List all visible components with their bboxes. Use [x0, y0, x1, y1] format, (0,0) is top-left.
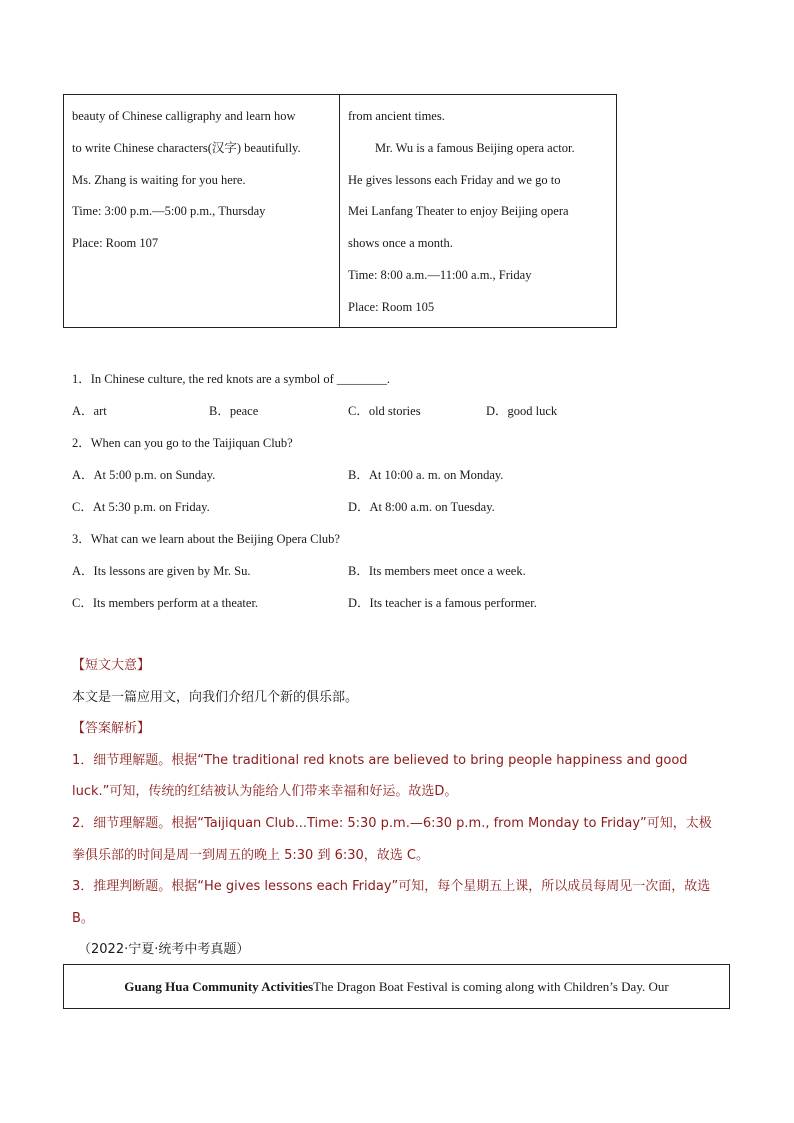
- option-a: A．At 5:00 p.m. on Sunday.: [72, 468, 216, 482]
- club-info-table: [63, 94, 617, 328]
- passage-text: The Dragon Boat Festival is coming along with Children’s Day. Our: [313, 978, 669, 994]
- analysis-heading: 【答案解析】: [72, 721, 151, 737]
- question-stem: 3．What can we learn about the Beijing Opera Club?: [72, 532, 340, 546]
- option-a: A．art: [72, 404, 107, 418]
- option-b: B．peace: [209, 404, 259, 418]
- answer-explanation: 2．细节理解题。根据“Taijiquan Club...Time: 5:30 p.m.—6:30 p.m., from Monday to Friday”可知，太极拳俱乐部的时间是周一到周五的晚上 5:30 到 6:30，故选 C。: [72, 815, 712, 863]
- table-line: He gives lessons each Friday and we go to: [348, 172, 561, 187]
- option-d: D．Its teacher is a famous performer.: [348, 596, 537, 610]
- question-source: （2022·宁夏·统考中考真题）: [78, 942, 250, 957]
- summary-text: 本文是一篇应用文，向我们介绍几个新的俱乐部。: [72, 689, 359, 705]
- table-line: Mr. Wu is a famous Beijing opera actor.: [375, 140, 575, 155]
- table-line: from ancient times.: [348, 109, 445, 123]
- table-line: Place: Room 105: [348, 299, 435, 314]
- table-line: beauty of Chinese calligraphy and learn how: [72, 109, 296, 123]
- answer-analysis: [72, 650, 722, 934]
- table-line: Ms. Zhang is waiting for you here.: [72, 172, 246, 187]
- answer-explanation: 1．细节理解题。根据“The traditional red knots are believed to bring people happiness and good luck.”可知，传统的红结被认为能给人们带来幸福和好运。故选D。: [72, 752, 688, 800]
- table-line: Time: 3:00 p.m.—5:00 p.m., Thursday: [72, 204, 266, 219]
- table-cell-left: [64, 95, 340, 327]
- option-b: B．At 10:00 a. m. on Monday.: [348, 468, 504, 482]
- option-c: C．At 5:30 p.m. on Friday.: [72, 500, 210, 514]
- option-d: D．At 8:00 a.m. on Tuesday.: [348, 500, 495, 514]
- table-cell-right: [340, 95, 616, 327]
- table-line: Time: 8:00 a.m.—11:00 a.m., Friday: [348, 267, 532, 282]
- table-line: Place: Room 107: [72, 236, 159, 251]
- question-stem: 2．When can you go to the Taijiquan Club?: [72, 436, 293, 450]
- table-line: to write Chinese characters(汉字) beautifully.: [72, 140, 301, 155]
- next-passage-box: [63, 964, 730, 1009]
- question-stem: 1．In Chinese culture, the red knots are a symbol of ________.: [72, 372, 390, 386]
- option-a: A．Its lessons are given by Mr. Su.: [72, 564, 251, 578]
- option-d: D．good luck: [486, 404, 558, 418]
- passage-title: Guang Hua Community Activities: [124, 978, 314, 994]
- answer-explanation: 3．推理判断题。根据“He gives lessons each Friday”可知，每个星期五上课，所以成员每周见一次面，故选B。: [72, 879, 711, 926]
- summary-heading: 【短文大意】: [72, 658, 151, 673]
- option-c: C．old stories: [348, 404, 421, 418]
- table-line: shows once a month.: [348, 236, 453, 251]
- option-c: C．Its members perform at a theater.: [72, 596, 259, 610]
- table-line: Mei Lanfang Theater to enjoy Beijing opera: [348, 204, 569, 219]
- option-b: B．Its members meet once a week.: [348, 564, 526, 578]
